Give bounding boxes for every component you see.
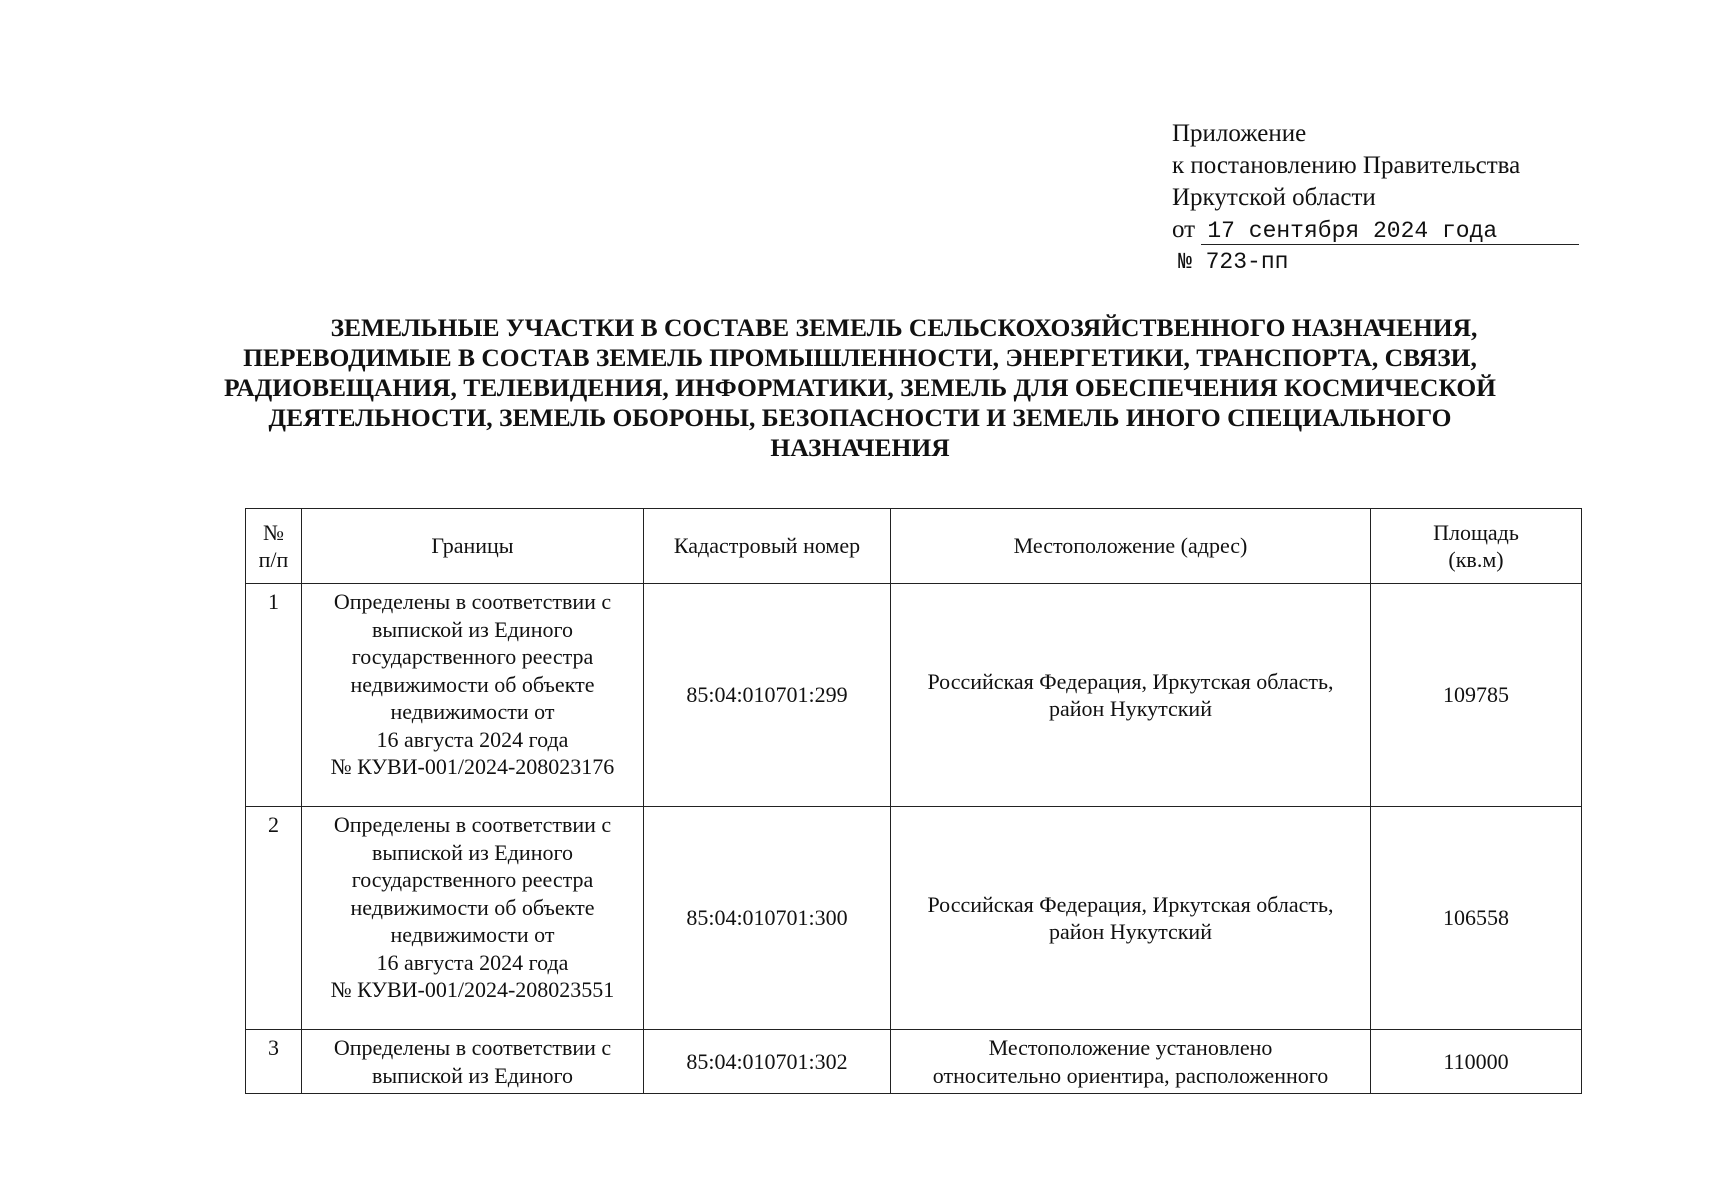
appendix-date: 17 сентября 2024 года (1201, 218, 1579, 245)
appendix-date-prefix: от (1172, 216, 1196, 243)
title-line-2: ПЕРЕВОДИМЫЕ В СОСТАВ ЗЕМЕЛЬ ПРОМЫШЛЕННОСТИ, ЭНЕРГЕТИКИ, ТРАНСПОРТА, СВЯЗИ, (243, 343, 1477, 372)
header-bounds: Границы (302, 509, 644, 584)
row-bounds: Определены в соответствии с выпиской из Единого государственного реестра недвижимости об объекте недвижимости от 16 августа 2024 года № КУВИ-001/2024-208023176 (302, 584, 644, 807)
row-area: 106558 (1371, 807, 1582, 1030)
row-bounds: Определены в соответствии с выпиской из Единого государственного реестра недвижимости об объекте недвижимости от 16 августа 2024 года № КУВИ-001/2024-208023551 (302, 807, 644, 1030)
appendix-block (1172, 118, 1579, 278)
title-line-4: ДЕЯТЕЛЬНОСТИ, ЗЕМЕЛЬ ОБОРОНЫ, БЕЗОПАСНОСТИ И ЗЕМЕЛЬ ИНОГО СПЕЦИАЛЬНОГО (268, 403, 1452, 432)
row-num: 2 (246, 807, 302, 1030)
table-header-row (246, 509, 1582, 584)
table-row (246, 584, 1582, 807)
appendix-region: Иркутской области (1172, 184, 1376, 211)
row-cadastral: 85:04:010701:302 (644, 1030, 891, 1094)
row-bounds: Определены в соответствии с выпиской из Единого (302, 1030, 644, 1094)
title-line-1: ЗЕМЕЛЬНЫЕ УЧАСТКИ В СОСТАВЕ ЗЕМЕЛЬ СЕЛЬСКОХОЗЯЙСТВЕННОГО НАЗНАЧЕНИЯ, (330, 313, 1478, 342)
row-cadastral: 85:04:010701:299 (644, 584, 891, 807)
appendix-date-line (1172, 214, 1579, 246)
appendix-label: Приложение (1172, 120, 1307, 147)
header-location: Местоположение (адрес) (891, 509, 1371, 584)
row-location: Российская Федерация, Иркутская область, район Нукутский (891, 807, 1371, 1030)
row-area: 109785 (1371, 584, 1582, 807)
title-line-5: НАЗНАЧЕНИЯ (770, 433, 950, 462)
row-area: 110000 (1371, 1030, 1582, 1094)
header-cadastral: Кадастровый номер (644, 509, 891, 584)
row-num: 3 (246, 1030, 302, 1094)
title-line-3: РАДИОВЕЩАНИЯ, ТЕЛЕВИДЕНИЯ, ИНФОРМАТИКИ, ЗЕМЕЛЬ ДЛЯ ОБЕСПЕЧЕНИЯ КОСМИЧЕСКОЙ (224, 373, 1496, 402)
document-title (130, 313, 1590, 463)
appendix-number: № 723-пп (1178, 249, 1289, 275)
table-row (246, 1030, 1582, 1094)
row-cadastral: 85:04:010701:300 (644, 807, 891, 1030)
appendix-resolution: к постановлению Правительства (1172, 152, 1521, 179)
header-num: № п/п (246, 509, 302, 584)
row-location: Местоположение установлено относительно ориентира, расположенного (891, 1030, 1371, 1094)
row-location: Российская Федерация, Иркутская область, район Нукутский (891, 584, 1371, 807)
row-num: 1 (246, 584, 302, 807)
header-area: Площадь (кв.м) (1371, 509, 1582, 584)
land-plots-table (245, 508, 1582, 1094)
table-row (246, 807, 1582, 1030)
